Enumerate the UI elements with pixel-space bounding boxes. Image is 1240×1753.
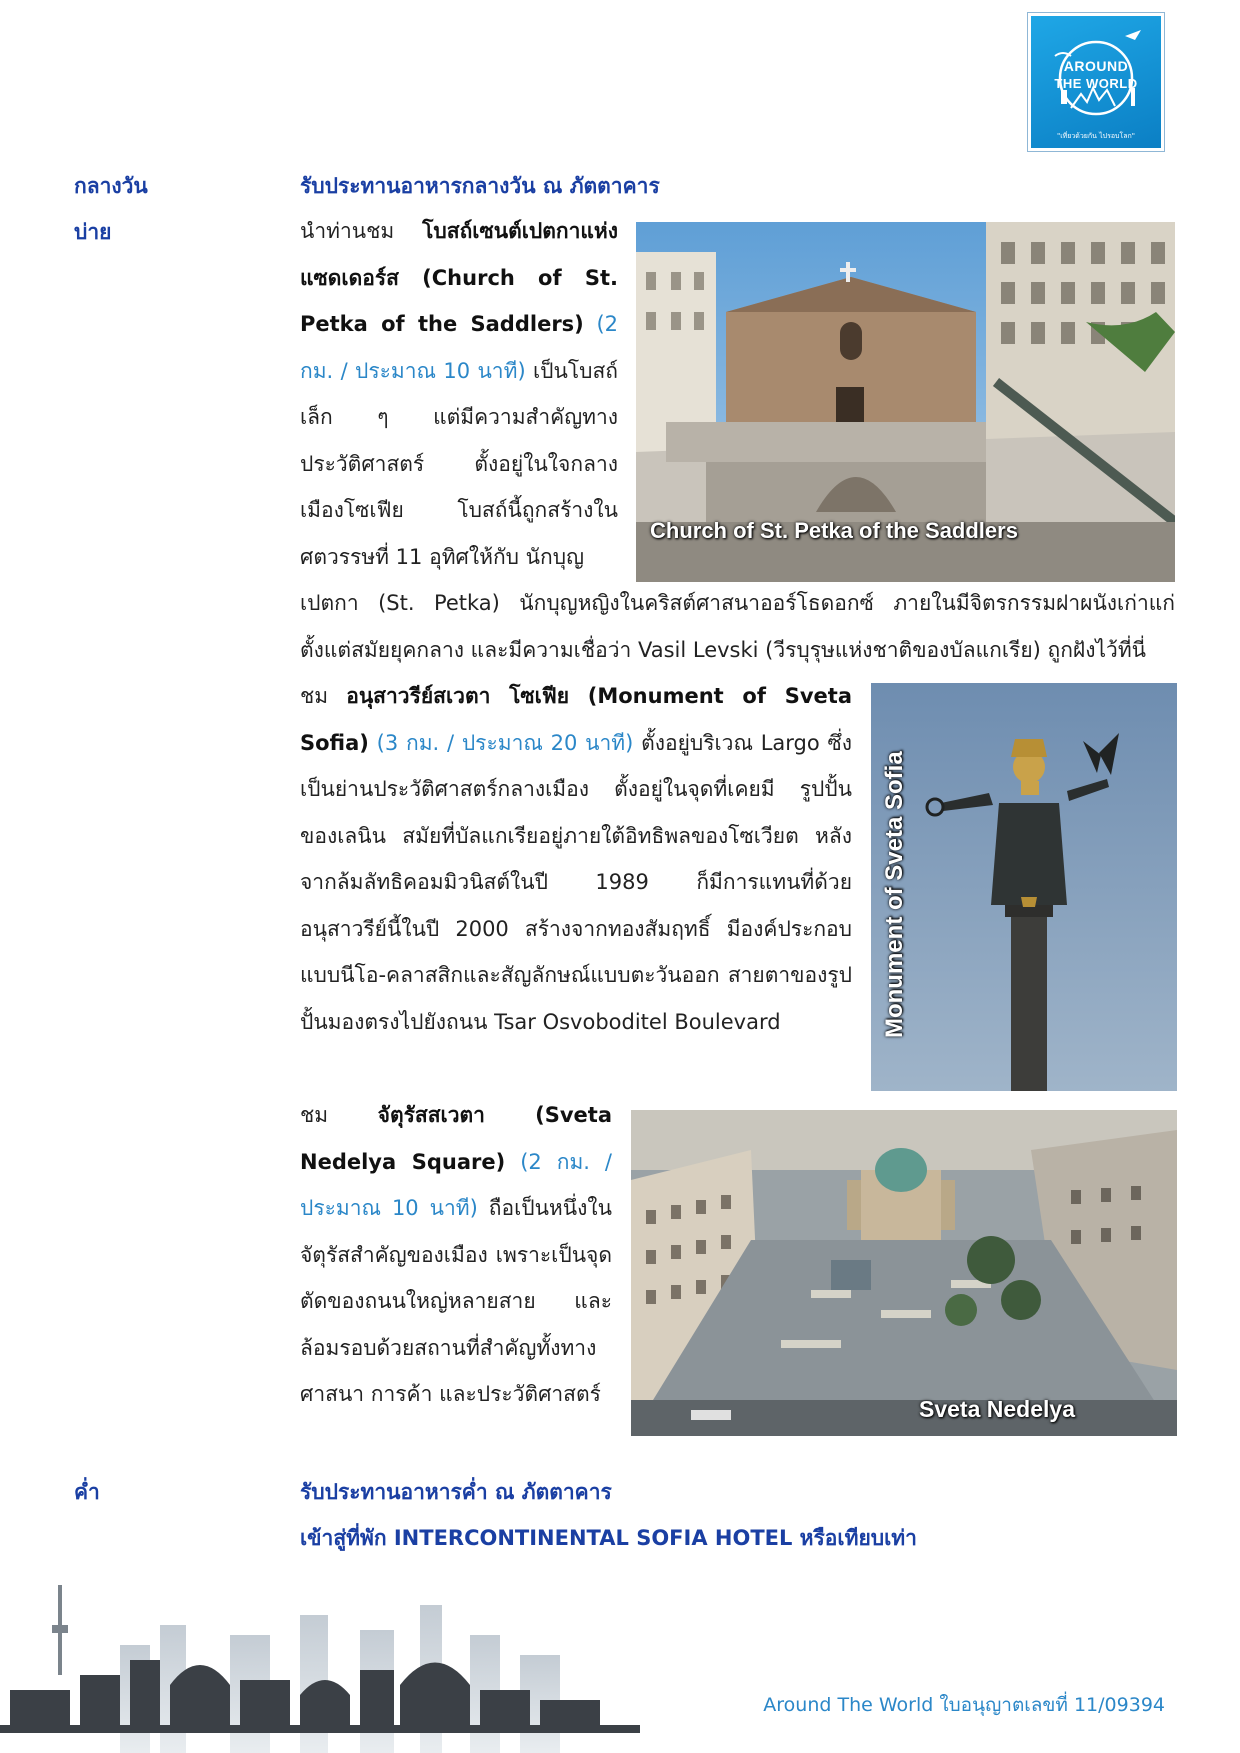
lunch-text: รับประทานอาหารกลางวัน ณ ภัตตาคาร bbox=[300, 174, 660, 198]
monument-caption: Monument of Sveta Sofia bbox=[881, 751, 908, 1038]
monument-name: อนุสาวรีย์สเวตา โซเฟีย (Monument of Sveta Sofia) bbox=[300, 684, 852, 755]
square-distance: (2 กม. / ประมาณ 10 นาที) bbox=[300, 1149, 613, 1220]
monument-paragraph bbox=[300, 673, 852, 1045]
church-intro: นำท่านชม bbox=[300, 219, 423, 243]
city-skyline-illustration bbox=[0, 1585, 650, 1753]
square-paragraph bbox=[300, 1092, 612, 1418]
square-intro: ชม bbox=[300, 1103, 378, 1127]
hotel-text: เข้าสู่ที่พัก INTERCONTINENTAL SOFIA HOTEL หรือเทียบเท่า bbox=[300, 1526, 917, 1550]
label-afternoon: บ่าย bbox=[74, 220, 112, 244]
church-paragraph-continued: เปตกา (St. Petka) นักบุญหญิงในคริสต์ศาสนาออร์โธดอกซ์ ภายในมีจิตรกรรมฝาผนังเก่าแก่ตั้งแต่สมัยยุคกลาง และมีความเชื่อว่า Vasil Levski (วีรบุรุษแห่งชาติของบัลแกเรีย) ถูกฝังไว้ที่นี่ bbox=[300, 591, 1175, 662]
church-name: โบสถ์เซนต์เปตกาแห่งแซดเดอร์ส (Church of St. Petka of the Saddlers) bbox=[300, 219, 618, 336]
footer-license: Around The World ใบอนุญาตเลขที่ 11/09394 bbox=[763, 1694, 1165, 1716]
square-name: จัตุรัสสเวตา (Sveta Nedelya Square) bbox=[300, 1103, 612, 1174]
church-body: เป็นโบสถ์เล็ก ๆ แต่มีความสำคัญทางประวัติศาสตร์ ตั้งอยู่ในใจกลางเมืองโซเฟีย โบสถ์นี้ถูกสร้างในศตวรรษที่ 11 อุทิศให้กับ นักบุญ bbox=[300, 358, 618, 569]
monument-body: ตั้งอยู่บริเวณ Largo ซึ่งเป็นย่านประวัติศาสตร์กลางเมือง ตั้งอยู่ในจุดที่เคยมี รูปปั้นของเลนิน สมัยที่บัลแกเรียอยู่ภายใต้อิทธิพลของโซเวียต หลังจากล้มลัทธิคอมมิวนิสต์ในปี 1989 ก็มีการแทนที่ด้วยอนุสาวรีย์นี้ในปี 2000 สร้างจากทองสัมฤทธิ์ มีองค์ประกอบแบบนีโอ-คลาสสิกและสัญลักษณ์แบบตะวันออก สายตาของรูปปั้นมองตรงไปยังถนน Tsar Osvoboditel Boulevard bbox=[300, 730, 852, 1034]
logo-badge bbox=[1031, 16, 1161, 148]
church-photo bbox=[636, 222, 1175, 582]
label-dinner: ค่ำ bbox=[74, 1480, 100, 1504]
monument-intro: ชม bbox=[300, 684, 347, 708]
monument-photo bbox=[871, 683, 1177, 1091]
dinner-text: รับประทานอาหารค่ำ ณ ภัตตาคาร bbox=[300, 1480, 612, 1504]
label-lunch: กลางวัน bbox=[74, 174, 148, 198]
church-distance: (2 กม. / ประมาณ 10 นาที) bbox=[300, 312, 619, 383]
square-caption: Sveta Nedelya bbox=[919, 1396, 1075, 1422]
logo-line2: THE WORLD bbox=[1054, 76, 1138, 91]
square-photo bbox=[631, 1110, 1177, 1436]
monument-distance: (3 กม. / ประมาณ 20 นาที) bbox=[368, 730, 634, 755]
company-logo bbox=[1027, 12, 1165, 152]
logo-line1: AROUND bbox=[1063, 58, 1129, 74]
church-paragraph bbox=[300, 208, 618, 580]
logo-tagline: "เที่ยวด้วยกัน ไปรอบโลก" bbox=[1057, 132, 1135, 140]
church-caption: Church of St. Petka of the Saddlers bbox=[650, 518, 1018, 543]
square-body: ถือเป็นหนึ่งในจัตุรัสสำคัญของเมือง เพราะเป็นจุดตัดของถนนใหญ่หลายสาย และล้อมรอบด้วยสถานที่สำคัญทั้งทางศาสนา การค้า และประวัติศาสตร์ bbox=[300, 1196, 612, 1406]
